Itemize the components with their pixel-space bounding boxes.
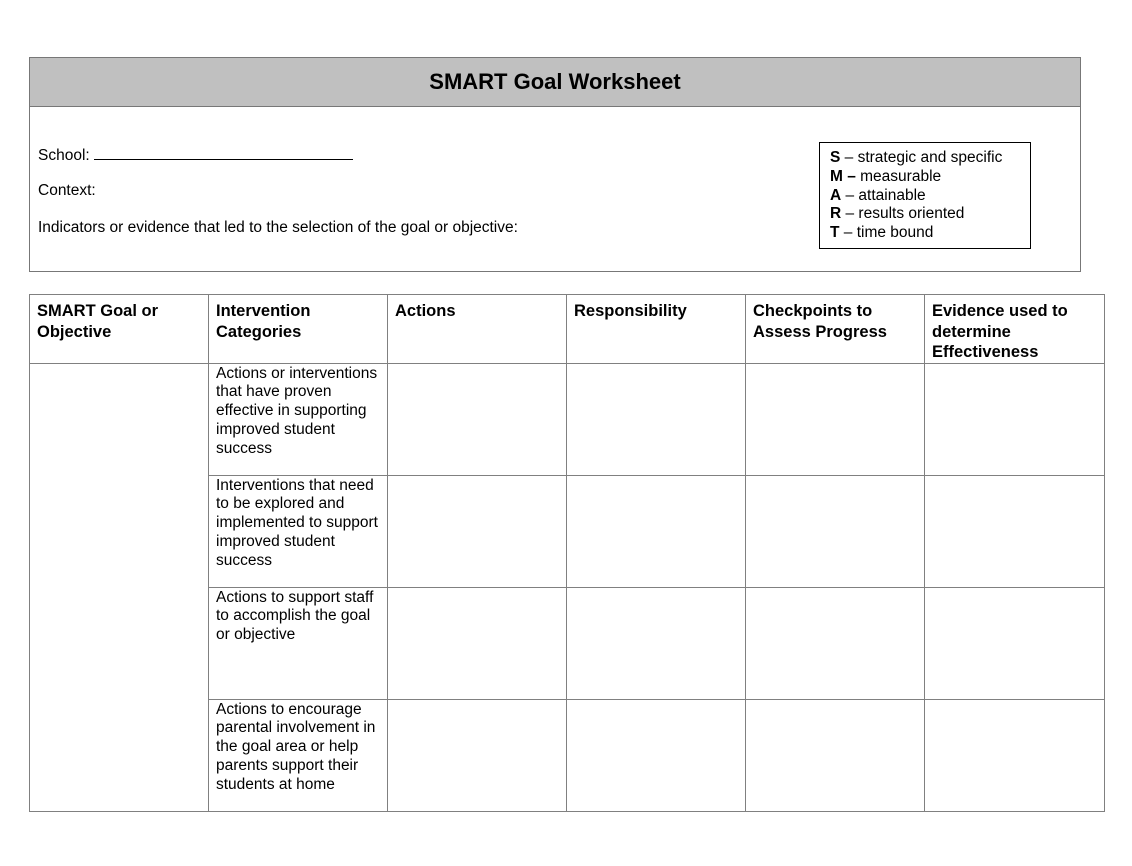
school-input-line[interactable] <box>94 145 353 160</box>
column-header-responsibility: Responsibility <box>567 295 746 364</box>
responsibility-cell[interactable] <box>567 699 746 811</box>
smart-legend <box>819 142 1031 249</box>
context-label: Context: <box>38 182 96 199</box>
legend-text: measurable <box>855 167 942 185</box>
responsibility-cell[interactable] <box>567 475 746 587</box>
legend-text: – time bound <box>839 224 934 242</box>
school-field <box>38 145 353 165</box>
column-header-evidence: Evidence used to determine Effectiveness <box>925 295 1105 364</box>
actions-cell[interactable] <box>388 475 567 587</box>
legend-text: – strategic and specific <box>840 149 1003 166</box>
category-cell: Actions to support staff to accomplish the goal or objective <box>209 587 388 699</box>
responsibility-cell[interactable] <box>567 363 746 475</box>
legend-letter: S <box>830 149 841 166</box>
evidence-cell[interactable] <box>925 699 1105 811</box>
school-label: School: <box>38 147 90 164</box>
goal-cell[interactable] <box>30 363 209 811</box>
worksheet-header <box>29 57 1081 272</box>
responsibility-cell[interactable] <box>567 587 746 699</box>
evidence-cell[interactable] <box>925 363 1105 475</box>
checkpoints-cell[interactable] <box>746 587 925 699</box>
actions-cell[interactable] <box>388 587 567 699</box>
column-header-goal: SMART Goal or Objective <box>30 295 209 364</box>
category-cell: Actions or interventions that have proven effective in supporting improved student success <box>209 363 388 475</box>
legend-text: – attainable <box>841 186 926 204</box>
actions-cell[interactable] <box>388 699 567 811</box>
column-header-categories: Intervention Categories <box>209 295 388 364</box>
legend-row-a <box>830 187 1020 206</box>
legend-letter: M – <box>830 167 856 185</box>
legend-row-t <box>830 224 1020 243</box>
column-header-checkpoints: Checkpoints to Assess Progress <box>746 295 925 364</box>
legend-row-m <box>830 168 1020 187</box>
evidence-cell[interactable] <box>925 587 1105 699</box>
legend-letter: A <box>830 186 842 204</box>
actions-cell[interactable] <box>388 363 567 475</box>
legend-letter: R <box>830 205 842 223</box>
checkpoints-cell[interactable] <box>746 363 925 475</box>
checkpoints-cell[interactable] <box>746 475 925 587</box>
indicators-label: Indicators or evidence that led to the selection of the goal or objective: <box>38 219 518 236</box>
checkpoints-cell[interactable] <box>746 699 925 811</box>
evidence-cell[interactable] <box>925 475 1105 587</box>
table-row <box>30 363 1105 475</box>
goal-table <box>29 294 1105 812</box>
legend-text: – results oriented <box>841 205 965 223</box>
legend-row-s <box>830 149 1020 168</box>
worksheet-title: SMART Goal Worksheet <box>30 58 1080 107</box>
category-cell: Actions to encourage parental involvement in the goal area or help parents support their students at home <box>209 699 388 811</box>
table-header-row <box>30 295 1105 364</box>
category-cell: Interventions that need to be explored and implemented to support improved student success <box>209 475 388 587</box>
column-header-actions: Actions <box>388 295 567 364</box>
legend-row-r <box>830 205 1020 224</box>
legend-letter: T <box>830 224 840 242</box>
